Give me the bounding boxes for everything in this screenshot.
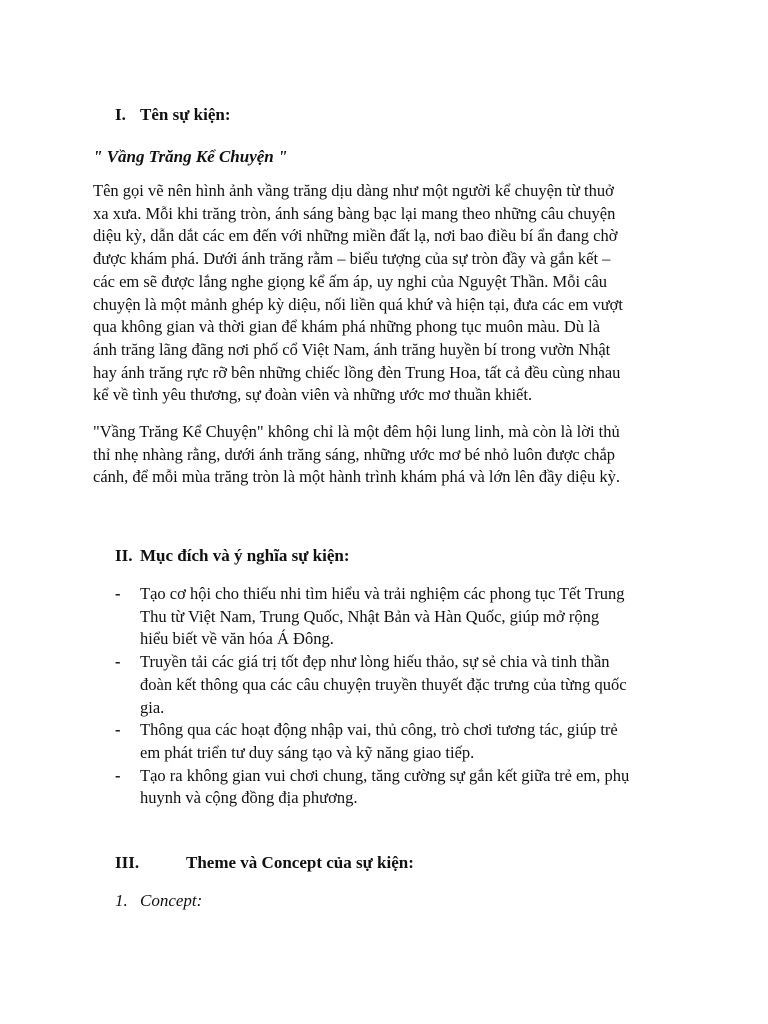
list-item-line: gia. [140,697,165,717]
paragraph-line: diệu kỳ, dẫn dắt các em đến với những miền đất lạ, nơi bao điều bí ẩn đang chờ [93,226,618,246]
section-1-heading [115,104,231,126]
bullet-marker: - [115,765,121,785]
list-item-line: Tạo ra không gian vui chơi chung, tăng cường sự gắn kết giữa trẻ em, phụ [140,765,630,785]
section-3-title: Theme và Concept của sự kiện: [186,853,414,872]
paragraph-line: hay ánh trăng rực rỡ bên những chiếc lồng đèn Trung Hoa, tất cả đều cùng nhau [93,362,621,382]
section-3-number: III. [115,853,140,872]
list-item-line: huynh và cộng đồng địa phương. [140,788,358,808]
list-item-line: em phát triển tư duy sáng tạo và kỹ năng giao tiếp. [140,742,475,762]
list-item-line: đoàn kết thông qua các câu chuyện truyền thuyết đặc trưng của từng quốc [140,674,627,694]
purpose-list [115,583,685,810]
paragraph-line: Tên gọi vẽ nên hình ảnh vầng trăng dịu dàng như một người kể chuyện từ thuở [93,181,614,200]
section-3-heading [115,852,414,874]
section-1-title: Tên sự kiện: [140,105,231,124]
paragraph-line: các em sẽ được lắng nghe giọng kể ấm áp, uy nghi của Nguyệt Thần. Mỗi câu [93,271,608,291]
section-1-paragraph-1 [93,180,683,407]
list-item-line: hiểu biết về văn hóa Á Đông. [140,629,334,649]
section-2-heading [115,545,350,567]
subsection-concept-heading [115,890,202,912]
paragraph-line: ánh trăng lãng đãng nơi phố cổ Việt Nam, ánh trăng huyền bí trong vườn Nhật [93,339,611,359]
list-item-line: Thông qua các hoạt động nhập vai, thủ công, trò chơi tương tác, giúp trẻ [140,720,618,740]
paragraph-line: qua không gian và thời gian để khám phá những phong tục muôn màu. Dù là [93,317,601,337]
section-1-paragraph-2 [93,421,683,489]
bullet-marker: - [115,584,121,603]
subsection-number: 1. [115,891,128,910]
list-item [115,651,685,719]
list-item-line: Tạo cơ hội cho thiếu nhi tìm hiểu và trải nghiệm các phong tục Tết Trung [140,584,625,603]
bullet-marker: - [115,720,121,740]
section-2-number: II. [115,546,133,565]
paragraph-line: được khám phá. Dưới ánh trăng rằm – biểu tượng của sự tròn đầy và gắn kết – [93,249,611,269]
list-item [115,765,685,810]
list-item-line: Thu từ Việt Nam, Trung Quốc, Nhật Bản và Hàn Quốc, giúp mở rộng [140,606,600,626]
paragraph-line: xa xưa. Mỗi khi trăng tròn, ánh sáng bàng bạc lại mang theo những câu chuyện [93,203,616,223]
subsection-title: Concept: [140,891,203,910]
list-item-line: Truyền tải các giá trị tốt đẹp như lòng hiếu thảo, sự sẻ chia và tinh thần [140,652,610,672]
list-item [115,719,685,764]
list-item [115,583,685,651]
section-1-number: I. [115,105,126,124]
section-2-title: Mục đích và ý nghĩa sự kiện: [140,546,350,565]
paragraph-line: cánh, để mỗi mùa trăng tròn là một hành trình khám phá và lớn lên đầy diệu kỳ. [93,467,620,487]
paragraph-line: kể về tình yêu thương, sự đoàn viên và những ước mơ thuần khiết. [93,385,533,405]
bullet-marker: - [115,652,121,672]
paragraph-line: thỉ nhẹ nhàng rằng, dưới ánh trăng sáng, những ước mơ bé nhỏ luôn được chắp [93,444,616,464]
paragraph-line: chuyện là một mảnh ghép kỳ diệu, nối liền quá khứ và hiện tại, đưa các em vượt [93,294,623,314]
event-name: " Vầng Trăng Kể Chuyện " [93,147,288,166]
paragraph-line: "Vầng Trăng Kể Chuyện" không chỉ là một đêm hội lung linh, mà còn là lời thủ [93,422,620,441]
